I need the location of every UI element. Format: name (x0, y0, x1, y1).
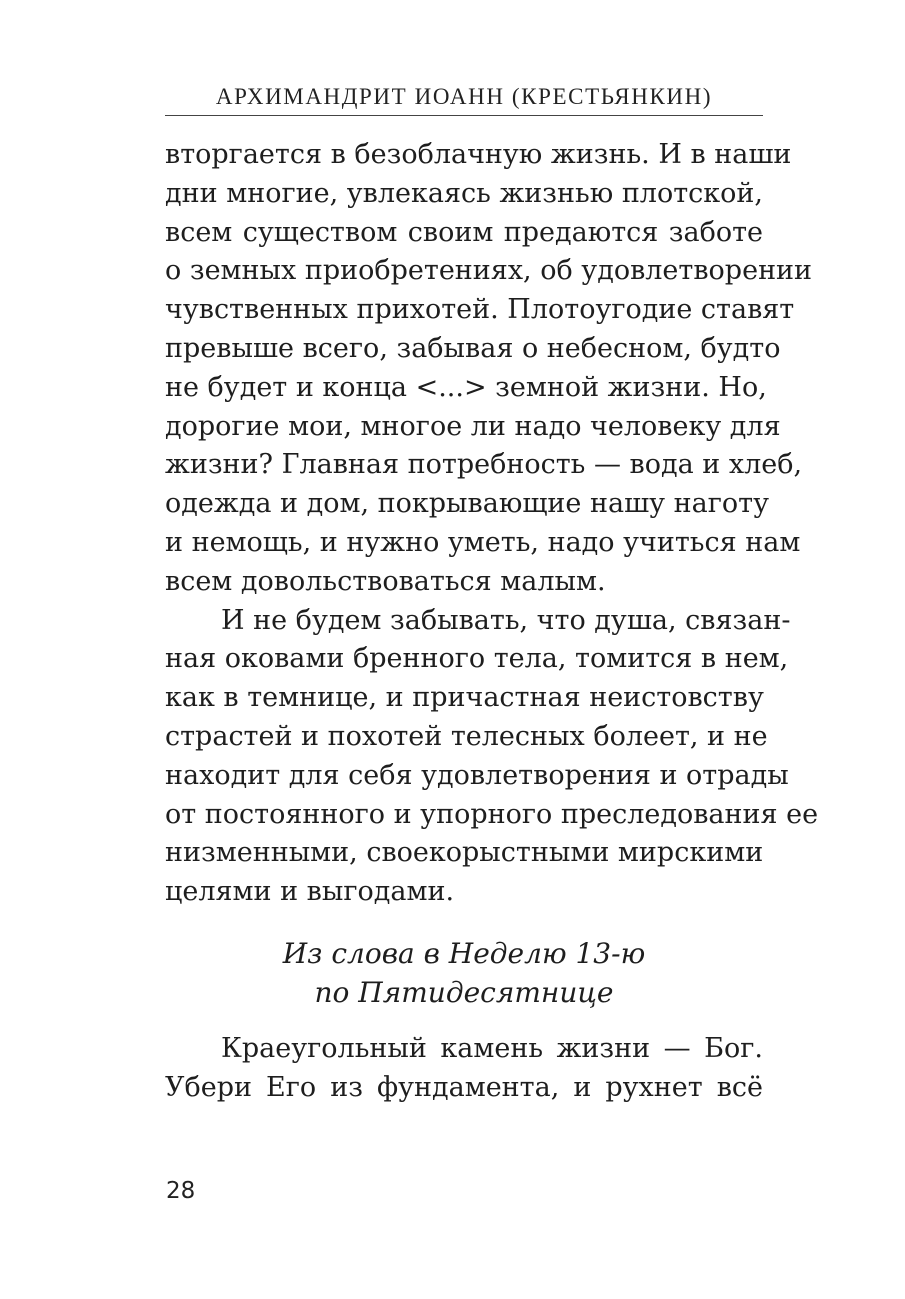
paragraph-3 (165, 1030, 763, 1108)
text-line: дни многие, увлекаясь жизнью плотской, (165, 177, 763, 209)
text-line: всем довольствоваться малым. (165, 565, 606, 597)
text-line: страстей и похотей телесных болеет, и не (165, 720, 768, 752)
running-head: АРХИМАНДРИТ ИОАНН (КРЕСТЬЯНКИН) (215, 84, 713, 109)
text-line: не будет и конца <...> земной жизни. Но, (165, 371, 767, 403)
text-line: и немощь, и нужно уметь, надо учиться нам (165, 526, 801, 558)
text-line: вторгается в безоблачную жизнь. И в наши (165, 139, 792, 170)
text-line: как в темнице, и причастная неистовству (165, 682, 764, 714)
text-line: Убери Его из фундамента, и рухнет всё (165, 1071, 763, 1103)
text-line: одежда и дом, покрывающие нашу наготу (165, 488, 769, 520)
text-line: Краеугольный камень жизни — Бог. (221, 1032, 763, 1064)
text-line: превыше всего, забывая о небесном, будто (165, 332, 781, 364)
text-line: И не будем забывать, что душа, связан- (221, 604, 791, 636)
text-line: низменными, своекорыстными мирскими (165, 837, 764, 869)
section-title-line: по Пятидесятнице (314, 975, 614, 1009)
page-body (165, 136, 819, 1108)
text-line: находит для себя удовлетворения и отрады (165, 759, 789, 791)
section-title (165, 934, 763, 1012)
page-number: 28 (166, 1178, 196, 1204)
paragraph-1 (165, 136, 813, 602)
header-divider (165, 115, 763, 116)
text-line: ная оковами бренного тела, томится в нем, (165, 643, 789, 675)
text-line: чувственных прихотей. Плотоугодие ставят (165, 294, 795, 326)
text-line: дорогие мои, многое ли надо человеку для (165, 410, 781, 442)
text-line: от постоянного и упорного преследования ее (165, 798, 819, 830)
text-line: всем существом своим предаются заботе (165, 216, 763, 248)
paragraph-2 (165, 602, 819, 912)
section-title-line: Из слова в Неделю 13-ю (282, 936, 646, 970)
text-line: целями и выгодами. (165, 876, 455, 908)
text-line: о земных приобретениях, об удовлетворении (165, 255, 813, 287)
text-line: жизни? Главная потребность — вода и хлеб, (165, 449, 803, 481)
